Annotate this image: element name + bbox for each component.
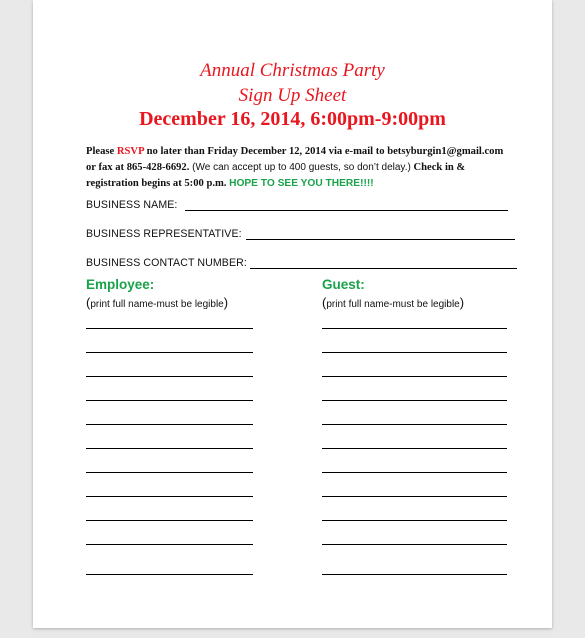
- employee-line[interactable]: [86, 352, 253, 353]
- title-line-1: Annual Christmas Party: [200, 60, 385, 81]
- intro-line-1: [86, 144, 526, 160]
- guest-note: (print full name-must be legible): [322, 295, 465, 310]
- intro-line1-rest: no later than Friday December 12, 2014 via e-mail to betsyburgin1@gmail.com: [143, 146, 504, 157]
- employee-line[interactable]: [86, 376, 253, 377]
- employee-line[interactable]: [86, 400, 253, 401]
- intro-registration: registration begins at 5:00 p.m.: [86, 178, 230, 189]
- guest-line[interactable]: [322, 328, 507, 329]
- business-name-line[interactable]: [185, 210, 508, 211]
- guest-line[interactable]: [322, 574, 507, 575]
- guest-line[interactable]: [322, 424, 507, 425]
- business-representative-line[interactable]: [246, 239, 515, 240]
- sign-up-sheet-page: [33, 0, 552, 628]
- intro-rsvp: RSVP: [116, 146, 144, 157]
- business-name-label: BUSINESS NAME:: [86, 199, 178, 211]
- guest-line[interactable]: [322, 496, 507, 497]
- guest-line[interactable]: [322, 448, 507, 449]
- employee-line[interactable]: [86, 328, 253, 329]
- employee-line[interactable]: [86, 496, 253, 497]
- title-line-3: December 16, 2014, 6:00pm-9:00pm: [139, 108, 446, 130]
- business-representative-label: BUSINESS REPRESENTATIVE:: [86, 228, 242, 240]
- intro-line-2: [86, 160, 526, 176]
- intro-hope: HOPE TO SEE YOU THERE!!!!: [229, 178, 374, 189]
- business-contact-number-line[interactable]: [250, 268, 517, 269]
- intro-fax: or fax at 865-428-6692.: [86, 162, 190, 173]
- intro-please: Please: [86, 146, 117, 157]
- guest-line[interactable]: [322, 376, 507, 377]
- employee-heading: Employee:: [86, 277, 155, 292]
- guest-line[interactable]: [322, 472, 507, 473]
- rsvp-instructions: [86, 144, 526, 192]
- employee-line[interactable]: [86, 424, 253, 425]
- intro-line-3: [86, 176, 526, 192]
- employee-line[interactable]: [86, 520, 253, 521]
- employee-line[interactable]: [86, 472, 253, 473]
- title-line-2: Sign Up Sheet: [238, 85, 347, 106]
- guest-line[interactable]: [322, 400, 507, 401]
- employee-line[interactable]: [86, 448, 253, 449]
- employee-line[interactable]: [86, 574, 253, 575]
- employee-note: (print full name-must be legible): [86, 295, 229, 310]
- intro-capacity: (We can accept up to 400 guests, so don’t delay.): [189, 162, 411, 173]
- employee-line[interactable]: [86, 544, 253, 545]
- guest-heading: Guest:: [322, 277, 365, 292]
- guest-line[interactable]: [322, 520, 507, 521]
- intro-checkin: Check in &: [410, 162, 466, 173]
- guest-line[interactable]: [322, 544, 507, 545]
- business-contact-number-label: BUSINESS CONTACT NUMBER:: [86, 257, 247, 269]
- guest-line[interactable]: [322, 352, 507, 353]
